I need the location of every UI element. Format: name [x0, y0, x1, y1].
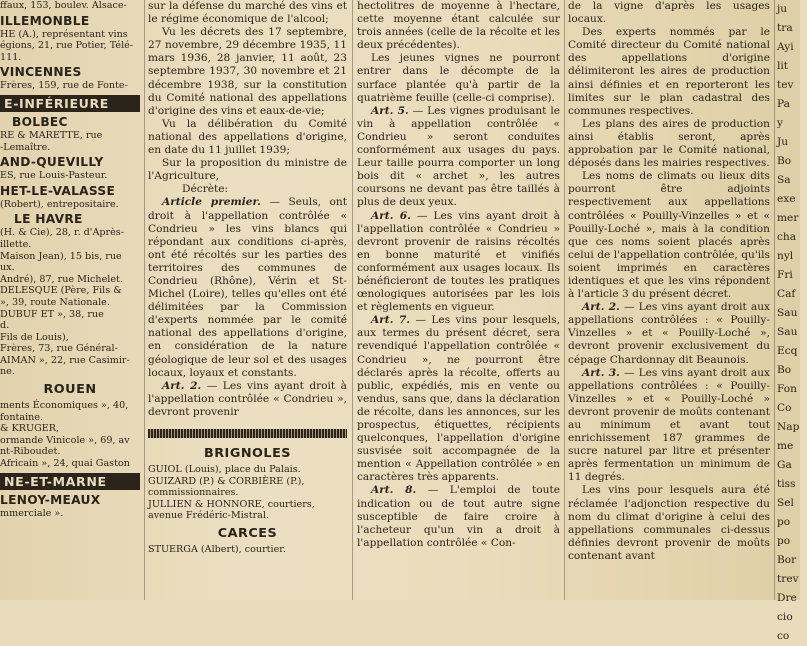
article-title: Art. 3.: [582, 366, 620, 379]
directory-entry: HE (A.), représentant vins: [0, 28, 128, 40]
town-heading: ILLEMONBLE: [0, 13, 90, 28]
article-paragraph: [568, 301, 770, 366]
directory-entry: & KRUGER,: [0, 423, 60, 435]
decree-articles-column: [357, 0, 560, 600]
text-fragment: Caf: [777, 288, 796, 300]
text-fragment: Sau: [777, 326, 798, 338]
department-banner: E-INFÉRIEURE: [0, 95, 140, 112]
directory-entry: d.: [0, 320, 10, 332]
decree-paragraph: Les jeunes vignes ne pourront entrer dans le décompte de la surface plantée qu'à partir de la quatrième feuille (celle-ci comprise).: [357, 52, 560, 104]
article-paragraph: [357, 314, 560, 484]
text-fragment: po: [777, 516, 791, 528]
directory-entry: RE & MARETTE, rue: [0, 129, 103, 141]
town-heading: CARCES: [217, 525, 278, 541]
text-fragment: Bo: [777, 364, 792, 376]
directory-entry: STUERGA (Albert), courtier.: [148, 543, 286, 555]
text-fragment: tra: [777, 22, 793, 34]
text-fragment: tev: [777, 79, 794, 91]
article-paragraph: [357, 105, 560, 210]
directory-entry: Maison Jean), 15 bis, rue: [0, 250, 122, 262]
directory-entry: ne.: [0, 366, 15, 378]
article-text: — L'emploi de toute indication ou de tout autre signe susceptible de faire croire à l'acheteur qu'un vin a droit à l'appellation contrôlée « Con-: [357, 484, 560, 549]
decree-paragraph: Des experts nommés par le Comité directeur du Comité national des appellations d'origine délimiteront les aires de production ainsi définies et en reporteront les limites sur le plan cadastral des communes respectives.: [568, 26, 770, 117]
directory-entry: GUIZARD (P.) & CORBIÈRE (P.), commissionnaires.: [148, 475, 305, 499]
directory-entry: André), 87, rue Michelet.: [0, 273, 123, 285]
article-title: Art. 6.: [371, 209, 411, 222]
text-fragment: Bor: [777, 554, 797, 566]
town-heading: HET-LE-VALASSE: [0, 183, 116, 198]
article-paragraph: [357, 484, 560, 549]
decree-heading: Décrète:: [182, 183, 229, 196]
decree-condrieu-column: [148, 0, 347, 600]
directory-entry: », 39, route Nationale.: [0, 296, 110, 308]
text-fragment: Ayi: [777, 41, 794, 53]
text-fragment: po: [777, 535, 791, 547]
article-text: — Les vignes produisant le vin à appellation contrôlée « Condrieu » seront conduites conformément aux usages du pays. Leur taille pourra comporter un long bois dit « archet », les autres coursons ne devant pas être taillés à plus de deux yeux.: [357, 104, 560, 209]
article-paragraph: [148, 196, 347, 379]
directory-entry: illette.: [0, 238, 32, 250]
column-rule: [564, 0, 565, 600]
column-rule: [144, 0, 145, 600]
text-fragment: co: [777, 630, 790, 642]
directory-entry: mmerciale ».: [0, 507, 64, 519]
article-text: — Les vins pour lesquels, aux termes du présent décret, sera revendiqué l'appellation contrôlée « Condrieu », ne pourront être déclarés après la récolte, offerts au public, expédiés, mis en vente ou vendus, sans que, dans la déclaration de récolte, dans les annonces, sur les prospectus, étiquettes, récipients quelconques, l'appellation d'origine susvisée soit accompagnée de la mention « Appellation contrôlée » en caractères très apparents.: [357, 314, 560, 484]
directory-entry: -Lemaître.: [0, 141, 51, 153]
decree-paragraph: Les vins pour lesquels aura été réclamée l'adjonction respective du nom du climat d'origine à celui des appellations communales ci-dessus définies devront provenir de moûts contenant avant: [568, 484, 770, 562]
article-text: — Les vins ayant droit aux appellations contrôlées : « Pouilly-Vinzelles » et « Pouilly-Loché », devront provenir exclusivement du cépage Chardonnay dit Beaunois.: [568, 301, 770, 366]
decree-paragraph: Vu la délibération du Comité national des appellations d'origine, en date du 11 juillet 1939;: [148, 117, 347, 157]
text-fragment: Ju: [777, 136, 789, 148]
text-fragment: nyl: [777, 250, 794, 262]
decree-paragraph: Sur la proposition du ministre de l'Agriculture,: [148, 157, 347, 183]
article-text: — Les vins ayant droit à l'appellation contrôlée « Condrieu » devront provenir de raisins récoltés en bonne maturité et vinifiés conformément aux usages locaux. Ils bénéficieront de toutes les pratiques œnologiques autorisées par les lois et règlements en vigueur.: [357, 209, 560, 314]
text-fragment: y: [777, 117, 783, 129]
column-rule: [352, 0, 353, 600]
article-title: Article premier.: [162, 196, 261, 209]
directory-entry: nt-Riboudet.: [0, 446, 61, 458]
directory-entry: Frères, 159, rue de Fonte-: [0, 80, 128, 92]
article-title: Art. 2.: [162, 379, 202, 392]
directory-entry: JULLIEN & HONNORE, courtiers, avenue Frédéric-Mistral.: [148, 498, 315, 522]
directory-entry: ormande Vinicole », 69, av: [0, 434, 130, 446]
decree-paragraph: Vu les décrets des 17 septembre, 27 novembre, 29 décembre 1935, 11 mars 1936, 28 janvier, 11 août, 23 septembre 1937, 30 novembre et 21 décembre 1938, sur la constitution du Comité national des appellations d'origine des vins et eaux-de-vie;: [148, 26, 347, 117]
article-text: — Seuls, ont droit à l'appellation contrôlée « Condrieu » les vins blancs qui répondant aux conditions ci-après, ont été récoltés sur les parties des territoires des communes de Condrieu (Rhône), Vérin et St-Michel (Loire), telles qu'elles ont été délimitées par la Commission d'experts nommée par le comité national des appellations d'origine, en considération de la nature géologique de leur sol et des usages locaux, loyaux et constants.: [148, 196, 347, 379]
column-rule: [774, 0, 775, 600]
directory-entry: ES, rue Louis-Pasteur.: [0, 170, 108, 182]
directory-entry: Fils de Louis),: [0, 331, 69, 343]
text-fragment: Co: [777, 402, 792, 414]
article-title: Art. 8.: [371, 484, 417, 497]
town-heading: BRIGNOLES: [203, 446, 292, 461]
text-fragment: ju: [777, 3, 788, 15]
decree-paragraph: sur la défense du marché des vins et le régime économique de l'alcool;: [148, 0, 347, 26]
decree-paragraph: Les noms de climats ou lieux dits pourront être adjoints respectivement aux appellations contrôlées « Pouilly-Vinzelles » et « Pouilly-Loché », mais à la condition que ces noms soient placés après celui de l'appellation contrôlée, qu'ils soient imprimés en caractères identiques et que les vins répondent à l'article 3 du présent décret.: [568, 170, 770, 301]
decree-pouilly-column: [568, 0, 770, 600]
text-fragment: Pa: [777, 98, 790, 110]
directory-entry: DELESQUE (Père, Fils &: [0, 285, 122, 297]
decree-paragraph: hectolitres de moyenne à l'hectare, cette moyenne étant calculée sur trois années (celle de la récolte et les deux précédentes).: [357, 0, 560, 52]
text-fragment: Ga: [777, 459, 792, 471]
article-paragraph: [568, 367, 770, 485]
text-fragment: Bo: [777, 155, 792, 167]
text-fragment: Fon: [777, 383, 797, 395]
town-heading: LE HAVRE: [14, 212, 83, 227]
text-fragment: cio: [777, 611, 793, 623]
text-fragment: me: [777, 440, 794, 452]
directory-entry: 111.: [0, 51, 22, 63]
directory-entry: égions, 21, rue Potier, Télé-: [0, 40, 134, 52]
town-heading: VINCENNES: [0, 65, 82, 80]
text-fragment: Ecq: [777, 345, 798, 357]
directory-entry: fontaine.: [0, 411, 44, 423]
directory-entry: (Robert), entrepositaire.: [0, 198, 119, 210]
article-title: Art. 5.: [371, 104, 409, 117]
article-title: Art. 2.: [582, 301, 620, 314]
directory-entry: ments Économiques », 40,: [0, 400, 129, 412]
text-fragment: cha: [777, 231, 797, 243]
clipped-edge-column: [777, 0, 807, 642]
directory-entry: ux.: [0, 262, 15, 274]
article-text: — Les vins ayant droit aux appellations contrôlées : « Pouilly-Vinzelles » et « Pouilly-Loché » devront provenir de moûts contenant au minimum et avant tout enrichissement 187 grammes de sucre naturel par litre et présenter après fermentation un minimum de 11 degrés.: [568, 366, 770, 484]
directory-entry: DUBUF ET », 38, rue: [0, 308, 104, 320]
decree-paragraph: de la vigne d'après les usages locaux.: [568, 0, 770, 26]
section-separator: [148, 429, 347, 438]
town-heading: LENOY-MEAUX: [0, 492, 101, 507]
directory-column: [0, 0, 140, 600]
text-fragment: Sel: [777, 497, 794, 509]
article-paragraph: [357, 210, 560, 315]
text-fragment: mer: [777, 212, 799, 224]
directory-entry: ffaux, 153, boulev. Alsace-: [0, 0, 127, 11]
town-heading: BOLBEC: [12, 114, 68, 129]
text-fragment: Nap: [777, 421, 800, 433]
text-fragment: exe: [777, 193, 796, 205]
article-text: — Les vins ayant droit à l'appellation contrôlée « Condrieu », devront provenir: [148, 379, 347, 418]
directory-entry: Frères, 73, rue Général-: [0, 343, 118, 355]
text-fragment: Dre: [777, 592, 797, 604]
article-paragraph: [148, 380, 347, 419]
text-fragment: lit: [777, 60, 789, 72]
directory-entry: AIMAN », 22, rue Casimir-: [0, 354, 130, 366]
text-fragment: tiss: [777, 478, 796, 490]
town-heading: ROUEN: [43, 382, 97, 398]
town-heading: AND-QUEVILLY: [0, 155, 104, 170]
directory-entry: Africain », 24, quai Gaston: [0, 458, 130, 470]
directory-entry: GUIOL (Louis), place du Palais.: [148, 464, 301, 475]
department-banner: NE-ET-MARNE: [0, 473, 140, 490]
decree-paragraph: Les plans des aires de production ainsi établis seront, après approbation par le Comité national, déposés dans les mairies respectives.: [568, 117, 770, 170]
text-fragment: trev: [777, 573, 799, 585]
text-fragment: Sau: [777, 307, 798, 319]
text-fragment: Sa: [777, 174, 791, 186]
article-title: Art. 7.: [371, 314, 411, 327]
text-fragment: Fri: [777, 269, 793, 281]
directory-entry: (H. & Cie), 28, r. d'Après-: [0, 227, 124, 239]
